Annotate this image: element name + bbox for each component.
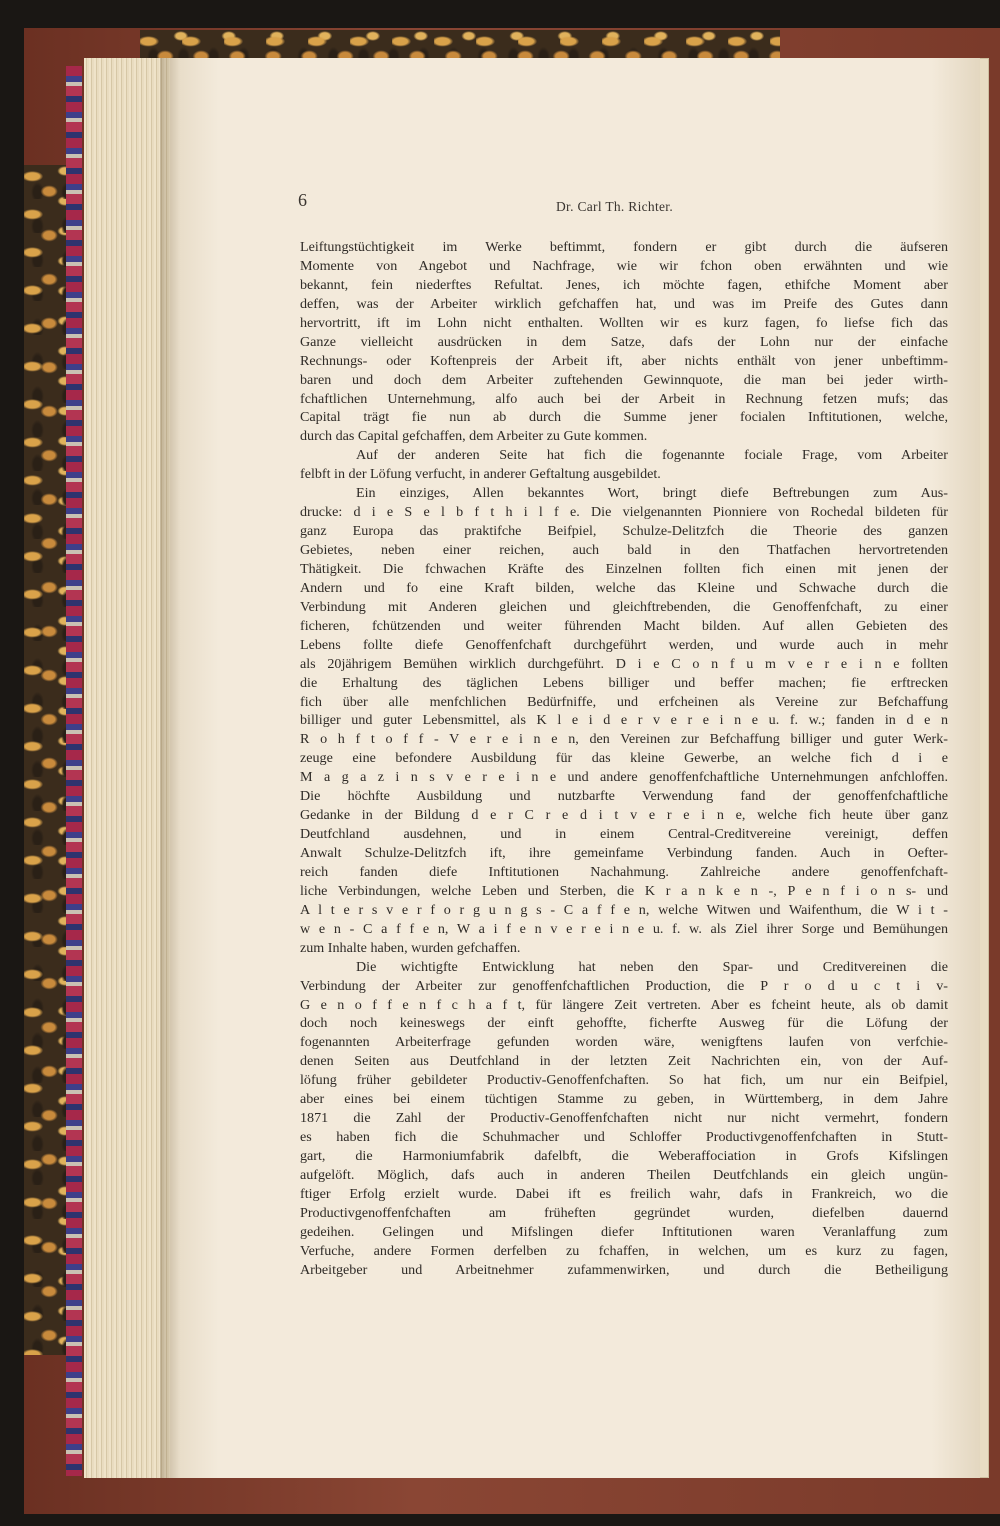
text-line: zum Inhalte haben, wurden gefchaffen. <box>300 939 521 956</box>
text-line: Gedanke in der Bildung d e r C r e d i t v e r e i n e, welche fich heute über ganz <box>300 807 948 824</box>
text-line: aufgelöft. Möglich, dafs auch in anderen Theilen Deutfchlands ein gleich ungün- <box>300 1166 948 1183</box>
text-line: G e n o f f e n f c h a f t, für längere Zeit vertreten. Aber es fcheint heute, als ob damit <box>300 996 948 1013</box>
text-line: gart, die Harmoniumfabrik dafelbft, die Weberaffociation in Grofs Kifslingen <box>300 1148 948 1164</box>
text-line: reich fanden diefe Inftitutionen Nachahmung. Zahlreiche andere genoffenfchaft- <box>300 863 948 880</box>
text-line: Anwalt Schulze-Delitzfch ift, ihre gemeinfame Verbindung fanden. Auch in Oefter- <box>300 845 948 861</box>
text-line: die Erhaltung des täglichen Lebens billiger und beffer machen; fie erftrecken <box>300 674 948 691</box>
text-line: Ein einziges, Allen bekanntes Wort, bringt diefe Beftrebungen zum Aus- <box>356 485 948 502</box>
text-line: Verbindung mit Anderen gleichen und gleichftrebenden, die Genoffenfchaft, zu einer <box>300 598 948 615</box>
gutter-shadow <box>160 58 180 1478</box>
text-line: drucke: d i e S e l b f t h i l f e. Die vielgenannten Pionniere von Rochedal bildeten für <box>300 504 948 521</box>
text-line: Andern und fo eine Kraft bilden, welche das Kleine und Schwache durch die <box>300 579 948 596</box>
text-line: Deutfchland ausdehnen, und in einem Central-Creditvereine vereinigt, deffen <box>300 826 948 843</box>
text-line: 1871 die Zahl der Productiv-Genoffenfchaften nicht nur nicht vermehrt, fondern <box>300 1110 948 1127</box>
text-line: aber eines bei einem tüchtigen Stamme zu geben, in Württemberg, in dem Jahre <box>300 1091 948 1108</box>
text-line: Ganze vielleicht ausdrücken in dem Satze, dafs der Lohn nur der einfache <box>300 333 948 350</box>
text-line: Momente von Angebot und Nachfrage, wie wir fchon oben erwähnten und wie <box>300 257 948 274</box>
text-line: Verbindung der Arbeiter zur genoffenfchaftlichen Production, die P r o d u c t i v- <box>300 977 948 994</box>
text-line: fchaftlichen Unternehmung, alfo auch bei der Arbeit in Rechnung fetzen mufs; das <box>300 390 948 407</box>
text-line: billiger und guter Lebensmittel, als K l e i d e r v e r e i n e u. f. w.; fanden in d e n <box>300 712 948 729</box>
text-line: Thätigkeit. Die fchwachen Kräfte des Einzelnen follten fich einen mit jenen der <box>300 560 948 577</box>
text-line: doch noch keineswegs der einft gehoffte, ficherfte Ausweg für die Löfung der <box>300 1015 948 1032</box>
text-line: Leiftungstüchtigkeit im Werke beftimmt, fondern er gibt durch die äufseren <box>300 239 948 255</box>
text-line: deffen, was der Arbeiter wirklich gefchaffen hat, und was im Preife des Gutes dann <box>300 295 948 312</box>
text-line: baren und doch dem Arbeiter zuftehenden Gewinnquote, die man bei jeder wirth- <box>300 371 948 388</box>
text-line: gedeihen. Gelingen und Mifslingen diefer Inftitutionen waren Veranlaffung zum <box>300 1223 948 1240</box>
text-line: Rechnungs- oder Koftenpreis der Arbeit ift, aber nichts enthält von jener unbeftimm- <box>300 352 948 369</box>
text-line: Lebens follte diefe Genoffenfchaft durchgeführt werden, und wurde auch in mehr <box>300 636 948 653</box>
text-line: denen Seiten aus Deutfchland in der letzten Zeit Nachrichten ein, von der Auf- <box>300 1053 948 1070</box>
text-line: Die höchfte Ausbildung und nutzbarfte Verwendung fand der genoffenfchaftliche <box>300 788 948 805</box>
text-line: löfung früher gebildeter Productiv-Genoffenfchaften. So hat fich, um nur ein Beifpiel, <box>300 1072 948 1089</box>
text-line: Productivgenoffenfchaften am früheften gegründet wurden, diefelben dauernd <box>300 1204 948 1221</box>
text-line: Verfuche, andere Formen derfelben zu fchaffen, in welchen, um es kurz zu fagen, <box>300 1242 948 1259</box>
text-line: M a g a z i n s v e r e i n e und andere genoffenfchaftliche Unternehmungen anfchloffen. <box>300 769 948 786</box>
page-leaves-edge <box>84 58 170 1478</box>
text-line: bekannt, fein niederftes Refultat. Jenes, ich möchte fagen, ethifche Moment aber <box>300 276 948 293</box>
text-line: als 20jährigem Bemühen wirklich durchgeführt. D i e C o n f u m v e r e i n e follten <box>300 655 948 672</box>
text-line: felbft in der Löfung verfucht, in anderer Geftaltung ausgebildet. <box>300 466 661 483</box>
text-line: ganz Europa das praktifche Beifpiel, Schulze-Delitzfch die Theorie des ganzen <box>300 523 948 540</box>
text-line: A l t e r s v e r f o r g u n g s - C a f f e n, welche Witwen und Waifenthum, die W i t - <box>300 901 948 918</box>
running-head: Dr. Carl Th. Richter. <box>556 199 674 214</box>
body-text <box>300 238 948 1280</box>
page-number: 6 <box>298 190 307 210</box>
text-line: Gebietes, neben einer reichen, auch bald in den Thatfachen hervortretenden <box>300 542 948 558</box>
text-line: hervortritt, ift im Lohn nicht enthalten. Wollten wir es kurz fagen, fo liefse fich das <box>300 314 948 331</box>
text-line: Capital trägt fie nun ab durch die Summe jener focialen Inftitutionen, welche, <box>300 409 948 426</box>
text-line: ficheren, fchützenden und weiter führenden Macht bilden. Auf allen Gebieten des <box>300 617 948 634</box>
marbled-paper-top <box>140 30 780 60</box>
text-line: fich über alle menfchlichen Bedürfniffe, und erfcheinen als Vereine zur Befchaffung <box>300 693 948 710</box>
text-line: zeuge eine befondere Ausbildung für das kleine Gewerbe, an welche fich d i e <box>300 750 948 767</box>
text-line: Die wichtigfte Entwicklung hat neben den Spar- und Creditvereinen die <box>356 958 948 975</box>
text-line: R o h f t o f f - V e r e i n e n, den Vereinen zur Befchaffung billiger und guter Werk- <box>300 731 948 748</box>
text-line: liche Verbindungen, welche Leben und Sterben, die K r a n k e n -, P e n f i o n s- und <box>300 882 948 899</box>
text-line: Auf der anderen Seite hat fich die fogenannte fociale Frage, vom Arbeiter <box>356 447 948 464</box>
page-edge-stripe <box>66 66 82 1476</box>
text-line: fogenannten Arbeiterfrage gefunden worden wäre, wenigftens laufen von verfchie- <box>300 1034 948 1051</box>
text-line: durch das Capital gefchaffen, dem Arbeiter zu Gute kommen. <box>300 428 648 445</box>
text-line: es haben fich die Schuhmacher und Schloffer Productivgenoffenfchaften in Stutt- <box>300 1129 948 1146</box>
text-line: Arbeitgeber und Arbeitnehmer zufammenwirken, und durch die Betheiligung <box>300 1261 948 1278</box>
text-line: w e n - C a f f e n, W a i f e n v e r e i n e u. f. w. als Ziel ihrer Sorge und Bemühungen <box>300 920 948 937</box>
text-line: ftiger Erfolg erzielt wurde. Dabei ift es freilich wahr, dafs in Frankreich, wo die <box>300 1185 948 1202</box>
